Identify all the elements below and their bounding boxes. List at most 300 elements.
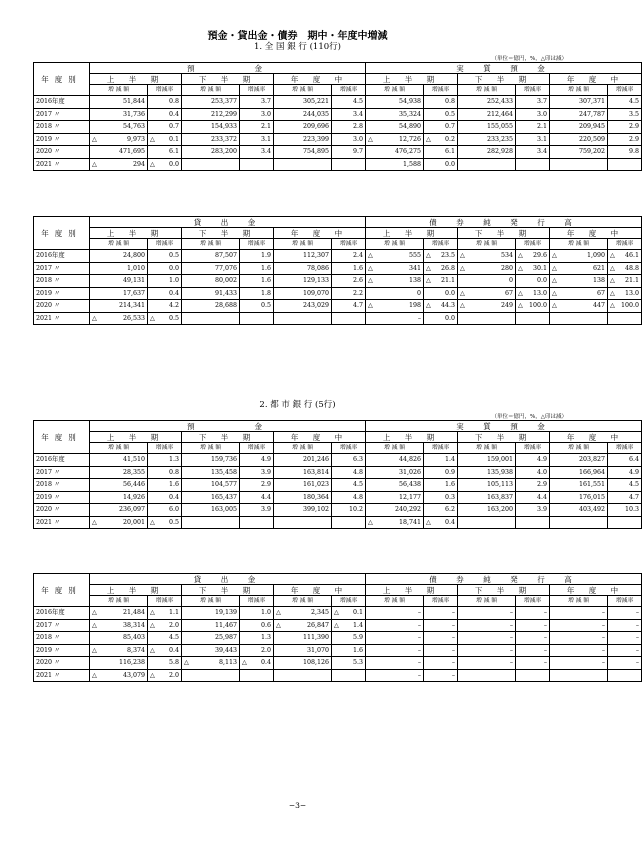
rate-cell: – (424, 632, 458, 645)
cell-value: 13.0 (625, 289, 640, 297)
amount-cell: 12,177 (366, 491, 424, 504)
period-header: 上 半 期 (90, 228, 182, 239)
decrease-mark: △ (518, 264, 523, 272)
amount-cell (458, 287, 516, 300)
amount-cell: – (366, 657, 424, 670)
amount-cell: 154,933 (182, 121, 240, 134)
period-header: 年 度 中 (550, 74, 642, 85)
amount-cell: 307,371 (550, 96, 608, 109)
period-header: 下 半 期 (458, 228, 550, 239)
group-header: 実 質 預 金 (366, 421, 642, 432)
year-cell: 2021 〃 (34, 312, 90, 325)
table-row (34, 262, 642, 275)
rate-cell: 4.7 (332, 300, 366, 313)
amount-header: 増 減 額 (550, 596, 608, 607)
rate-cell (516, 516, 550, 529)
cell-value: 46.1 (625, 252, 640, 260)
cell-value: 26.8 (441, 264, 456, 272)
amount-cell: 49,131 (90, 275, 148, 288)
amount-cell (550, 287, 608, 300)
rate-header: 増減率 (332, 85, 366, 96)
amount-cell: 233,235 (458, 133, 516, 146)
year-cell: 2016年度 (34, 96, 90, 109)
rate-header: 増減率 (332, 443, 366, 454)
rate-header: 増減率 (148, 443, 182, 454)
amount-cell: 166,964 (550, 466, 608, 479)
cell-value: 341 (409, 264, 422, 272)
rate-cell: 0.4 (148, 287, 182, 300)
cell-value: 534 (501, 252, 514, 260)
year-cell: 2019 〃 (34, 491, 90, 504)
cell-value: 21,484 (122, 609, 145, 617)
decrease-mark: △ (92, 621, 97, 629)
rate-cell (332, 158, 366, 171)
year-cell: 2019 〃 (34, 133, 90, 146)
decrease-mark: △ (460, 302, 465, 310)
rate-cell (148, 133, 182, 146)
amount-cell: 1,588 (366, 158, 424, 171)
amount-cell: 108,126 (274, 657, 332, 670)
decrease-mark: △ (92, 314, 97, 322)
rate-cell: 3.1 (240, 133, 274, 146)
cell-value: 0.1 (353, 609, 364, 617)
cell-value: 21.1 (625, 277, 640, 285)
year-cell: 2020 〃 (34, 146, 90, 159)
cell-value: 18,741 (398, 518, 422, 526)
rate-cell: 4.7 (608, 491, 642, 504)
amount-cell: 161,023 (274, 479, 332, 492)
year-cell: 2021 〃 (34, 158, 90, 171)
period-header: 上 半 期 (366, 585, 458, 596)
rate-cell: – (608, 644, 642, 657)
cell-value: 21.1 (441, 277, 456, 285)
rate-cell (516, 287, 550, 300)
rate-cell: 4.4 (516, 491, 550, 504)
rate-cell (332, 607, 366, 620)
decrease-mark: △ (92, 518, 97, 526)
amount-header: 増 減 額 (90, 85, 148, 96)
year-cell: 2016年度 (34, 454, 90, 467)
amount-cell (274, 669, 332, 682)
amount-cell (90, 669, 148, 682)
rate-cell: 6.1 (424, 146, 458, 159)
amount-cell (90, 133, 148, 146)
rate-header: 増減率 (148, 239, 182, 250)
decrease-mark: △ (518, 289, 523, 297)
rate-cell: 2.9 (240, 479, 274, 492)
amount-cell (458, 262, 516, 275)
amount-cell: 236,097 (90, 504, 148, 517)
rate-cell: 6.3 (332, 454, 366, 467)
amount-cell: 220,509 (550, 133, 608, 146)
year-cell: 2017 〃 (34, 466, 90, 479)
period-header: 下 半 期 (182, 585, 274, 596)
amount-cell: 105,113 (458, 479, 516, 492)
decrease-mark: △ (610, 252, 615, 260)
amount-cell: 44,826 (366, 454, 424, 467)
amount-cell: 163,200 (458, 504, 516, 517)
amount-cell: 471,695 (90, 146, 148, 159)
amount-cell: 31,070 (274, 644, 332, 657)
cell-value: 447 (593, 302, 606, 310)
cell-value: 249 (501, 302, 514, 310)
rate-cell: 3.0 (240, 108, 274, 121)
amount-cell: 247,787 (550, 108, 608, 121)
decrease-mark: △ (368, 302, 373, 310)
amount-cell (550, 262, 608, 275)
cell-value: 12,726 (398, 135, 422, 143)
group-header: 預 金 (90, 63, 366, 74)
year-cell: 2019 〃 (34, 644, 90, 657)
group-header: 預 金 (90, 421, 366, 432)
amount-cell: 77,076 (182, 262, 240, 275)
amount-cell: 754,895 (274, 146, 332, 159)
data-table (33, 420, 642, 529)
rate-cell: 3.0 (332, 133, 366, 146)
cell-value: 0.5 (168, 518, 179, 526)
row-header: 年度別 (34, 63, 90, 96)
group-header: 貸 出 金 (90, 217, 366, 228)
rate-cell (608, 262, 642, 275)
rate-cell: 0.6 (240, 619, 274, 632)
amount-cell: – (550, 607, 608, 620)
amount-cell: 17,637 (90, 287, 148, 300)
table-row (34, 454, 642, 467)
rate-header: 増減率 (516, 239, 550, 250)
rate-cell: 5.8 (148, 657, 182, 670)
rate-cell: 4.8 (332, 466, 366, 479)
amount-cell: – (366, 644, 424, 657)
amount-cell: 159,001 (458, 454, 516, 467)
amount-header: 増 減 額 (182, 85, 240, 96)
rate-cell: 3.1 (516, 133, 550, 146)
rate-cell: 10.2 (332, 504, 366, 517)
group-header: 実 質 預 金 (366, 63, 642, 74)
rate-cell: 2.2 (332, 287, 366, 300)
rate-cell: 2.1 (516, 121, 550, 134)
rate-cell: 2.9 (608, 133, 642, 146)
rate-cell: 3.9 (240, 504, 274, 517)
rate-cell (148, 516, 182, 529)
rate-cell: 2.8 (332, 121, 366, 134)
decrease-mark: △ (150, 135, 155, 143)
year-cell: 2019 〃 (34, 287, 90, 300)
data-table (33, 62, 642, 171)
cell-value: 294 (132, 160, 145, 168)
rate-cell (516, 262, 550, 275)
amount-cell: – (366, 632, 424, 645)
rate-cell: 1.6 (332, 644, 366, 657)
cell-value: 67 (597, 289, 606, 297)
rate-header: 増減率 (516, 596, 550, 607)
rate-cell: 1.0 (240, 607, 274, 620)
data-table (33, 216, 642, 325)
amount-cell: 31,026 (366, 466, 424, 479)
amount-header: 増 減 額 (366, 443, 424, 454)
cell-value: 8,374 (126, 646, 145, 654)
amount-cell: 111,390 (274, 632, 332, 645)
rate-cell: 0.7 (148, 121, 182, 134)
amount-cell: 233,372 (182, 133, 240, 146)
decrease-mark: △ (150, 621, 155, 629)
rate-cell (424, 300, 458, 313)
row-header: 年度別 (34, 574, 90, 607)
cell-value: 100.0 (529, 302, 548, 310)
page-number: −3− (288, 801, 307, 810)
period-header: 上 半 期 (366, 74, 458, 85)
rate-cell: 4.8 (332, 491, 366, 504)
decrease-mark: △ (460, 264, 465, 272)
rate-cell: 0.3 (424, 491, 458, 504)
amount-cell: 85,403 (90, 632, 148, 645)
rate-header: 増減率 (516, 443, 550, 454)
amount-cell: 403,492 (550, 504, 608, 517)
amount-header: 増 減 額 (550, 239, 608, 250)
decrease-mark: △ (368, 264, 373, 272)
year-cell: 2018 〃 (34, 275, 90, 288)
amount-header: 増 減 額 (182, 239, 240, 250)
rate-header: 増減率 (148, 596, 182, 607)
table-row (34, 300, 642, 313)
cell-value: 0.4 (445, 518, 456, 526)
rate-header: 増減率 (148, 85, 182, 96)
year-cell: 2021 〃 (34, 516, 90, 529)
rate-header: 増減率 (332, 239, 366, 250)
rate-cell: 4.5 (608, 479, 642, 492)
decrease-mark: △ (368, 135, 373, 143)
decrease-mark: △ (150, 160, 155, 168)
rate-header: 増減率 (608, 239, 642, 250)
amount-cell (458, 516, 516, 529)
amount-cell (274, 158, 332, 171)
rate-cell: 2.0 (240, 644, 274, 657)
rate-cell: 4.5 (148, 632, 182, 645)
period-header: 上 半 期 (90, 432, 182, 443)
rate-cell (608, 516, 642, 529)
cell-value: 44.3 (441, 302, 456, 310)
cell-value: 1,090 (587, 252, 606, 260)
cell-value: 30.1 (533, 264, 548, 272)
decrease-mark: △ (92, 671, 97, 679)
rate-cell: 3.4 (332, 108, 366, 121)
amount-header: 増 減 額 (550, 85, 608, 96)
rate-cell: 5.3 (332, 657, 366, 670)
rate-cell: 3.4 (240, 146, 274, 159)
table-row (34, 479, 642, 492)
decrease-mark: △ (242, 659, 247, 667)
cell-value: 29.6 (533, 252, 548, 260)
rate-cell: – (608, 632, 642, 645)
rate-cell: 3.5 (608, 108, 642, 121)
amount-cell: – (458, 607, 516, 620)
rate-header: 増減率 (424, 239, 458, 250)
rate-cell: 1.8 (240, 287, 274, 300)
amount-cell (550, 158, 608, 171)
cell-value: 20,001 (122, 518, 145, 526)
rate-cell: 9.7 (332, 146, 366, 159)
rate-cell: – (516, 644, 550, 657)
amount-cell: 112,307 (274, 250, 332, 263)
decrease-mark: △ (150, 314, 155, 322)
decrease-mark: △ (150, 518, 155, 526)
cell-value: 1.4 (353, 621, 364, 629)
amount-cell: 212,464 (458, 108, 516, 121)
year-cell: 2018 〃 (34, 479, 90, 492)
amount-cell: 180,364 (274, 491, 332, 504)
rate-cell (332, 312, 366, 325)
amount-cell (366, 300, 424, 313)
amount-cell: 240,292 (366, 504, 424, 517)
rate-cell: 0.8 (424, 96, 458, 109)
row-header: 年度別 (34, 421, 90, 454)
rate-cell: – (424, 657, 458, 670)
amount-cell: 165,437 (182, 491, 240, 504)
rate-cell: 1.0 (148, 275, 182, 288)
amount-cell (90, 619, 148, 632)
rate-cell: 0.4 (148, 108, 182, 121)
period-header: 下 半 期 (182, 432, 274, 443)
amount-cell: – (458, 657, 516, 670)
amount-cell: 399,102 (274, 504, 332, 517)
rate-cell (608, 300, 642, 313)
rate-cell: – (516, 619, 550, 632)
rate-header: 増減率 (240, 596, 274, 607)
rate-cell (148, 158, 182, 171)
amount-cell: 35,324 (366, 108, 424, 121)
amount-cell (274, 607, 332, 620)
rate-cell (148, 312, 182, 325)
rate-cell: 1.3 (148, 454, 182, 467)
amount-cell (550, 669, 608, 682)
rate-cell: 4.5 (332, 479, 366, 492)
table-row (34, 669, 642, 682)
rate-cell (608, 250, 642, 263)
rate-cell: 3.7 (516, 96, 550, 109)
rate-header: 増減率 (516, 85, 550, 96)
rate-cell: 6.1 (148, 146, 182, 159)
rate-header: 増減率 (424, 443, 458, 454)
year-cell: 2017 〃 (34, 108, 90, 121)
period-header: 年 度 中 (274, 432, 366, 443)
decrease-mark: △ (460, 252, 465, 260)
rate-cell: – (424, 669, 458, 682)
rate-cell (240, 669, 274, 682)
table-row (34, 632, 642, 645)
cell-value: 2.0 (168, 671, 179, 679)
amount-cell: 56,446 (90, 479, 148, 492)
decrease-mark: △ (150, 609, 155, 617)
amount-cell (90, 158, 148, 171)
table-row (34, 619, 642, 632)
rate-cell: 10.3 (608, 504, 642, 517)
amount-cell (550, 312, 608, 325)
rate-cell: 0.4 (148, 491, 182, 504)
amount-header: 増 減 額 (274, 443, 332, 454)
amount-cell: 214,341 (90, 300, 148, 313)
amount-cell (366, 262, 424, 275)
rate-cell: 0.5 (424, 108, 458, 121)
amount-cell: – (550, 657, 608, 670)
amount-cell (90, 607, 148, 620)
period-header: 下 半 期 (182, 228, 274, 239)
rate-cell: 4.4 (240, 491, 274, 504)
rate-cell: 1.9 (240, 250, 274, 263)
decrease-mark: △ (334, 621, 339, 629)
decrease-mark: △ (92, 609, 97, 617)
cell-value: 43,079 (122, 671, 145, 679)
period-header: 年 度 中 (274, 585, 366, 596)
group-header: 債 券 純 発 行 高 (366, 574, 642, 585)
rate-cell (608, 275, 642, 288)
decrease-mark: △ (92, 646, 97, 654)
rate-cell: 4.0 (516, 466, 550, 479)
period-header: 年 度 中 (274, 228, 366, 239)
amount-cell (550, 250, 608, 263)
decrease-mark: △ (426, 264, 431, 272)
amount-cell (182, 312, 240, 325)
amount-cell: 135,458 (182, 466, 240, 479)
amount-cell: 78,086 (274, 262, 332, 275)
amount-cell: 19,139 (182, 607, 240, 620)
cell-value: 555 (409, 252, 422, 260)
amount-header: 増 減 額 (458, 443, 516, 454)
period-header: 上 半 期 (90, 585, 182, 596)
cell-value: 48.8 (625, 264, 640, 272)
amount-cell: 252,433 (458, 96, 516, 109)
cell-value: 621 (593, 264, 606, 272)
amount-header: 増 減 額 (458, 239, 516, 250)
amount-cell (274, 619, 332, 632)
rate-cell: – (608, 607, 642, 620)
amount-cell: – (458, 632, 516, 645)
amount-header: 増 減 額 (274, 596, 332, 607)
amount-cell (366, 250, 424, 263)
table-row (34, 96, 642, 109)
rate-cell (332, 619, 366, 632)
rate-cell (148, 644, 182, 657)
amount-cell: 212,299 (182, 108, 240, 121)
rate-cell: 2.4 (332, 250, 366, 263)
period-header: 下 半 期 (458, 585, 550, 596)
period-header: 年 度 中 (550, 585, 642, 596)
period-header: 年 度 中 (550, 228, 642, 239)
table-row (34, 250, 642, 263)
rate-header: 増減率 (424, 85, 458, 96)
amount-cell (90, 516, 148, 529)
rate-cell: – (516, 632, 550, 645)
decrease-mark: △ (92, 160, 97, 168)
period-header: 上 半 期 (366, 432, 458, 443)
rate-cell: 0.0 (424, 312, 458, 325)
rate-cell: – (424, 644, 458, 657)
page-title: 預金・貸出金・債券 期中・年度中増減 (207, 31, 388, 42)
amount-cell: 54,890 (366, 121, 424, 134)
amount-cell: 54,763 (90, 121, 148, 134)
amount-cell: 31,736 (90, 108, 148, 121)
table-row (34, 312, 642, 325)
rate-cell: 4.9 (516, 454, 550, 467)
rate-cell: 0.0 (424, 158, 458, 171)
amount-cell: 54,938 (366, 96, 424, 109)
rate-header: 増減率 (424, 596, 458, 607)
cell-value: 138 (593, 277, 606, 285)
period-header: 年 度 中 (274, 74, 366, 85)
period-header: 年 度 中 (550, 432, 642, 443)
rate-cell: 0.8 (148, 96, 182, 109)
amount-cell: – (550, 619, 608, 632)
cell-value: 138 (409, 277, 422, 285)
rate-cell: 6.2 (424, 504, 458, 517)
